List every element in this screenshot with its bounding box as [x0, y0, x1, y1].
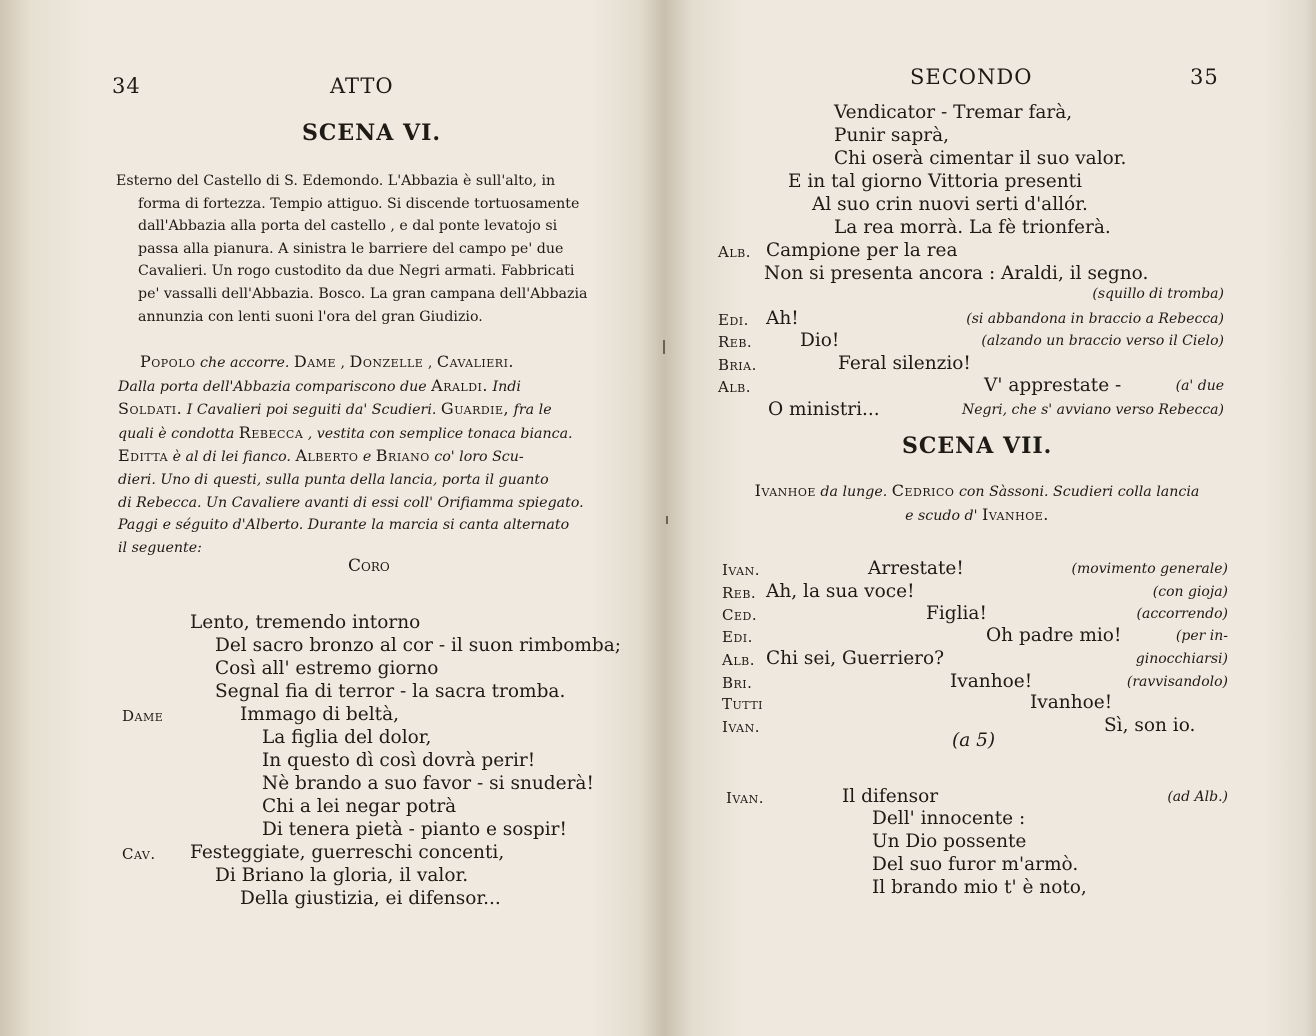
direction-text: dieri. Uno di questi, sulla punta della lancia, porta il guanto	[118, 471, 549, 488]
speaker-label: Reb.	[718, 333, 753, 351]
character-name: Soldati.	[118, 399, 183, 419]
speaker-label: Edi.	[718, 311, 749, 329]
running-head-left: ATTO	[330, 74, 394, 98]
verse-line: Segnal fia di terror - la sacra tromba.	[215, 681, 566, 702]
speaker-label: Alb.	[718, 378, 751, 396]
character-name: Donzelle	[349, 352, 424, 371]
verse-line: Feral silenzio!	[838, 353, 971, 374]
speaker-label: Bria.	[718, 356, 757, 374]
scene-title-vi: SCENA VI.	[302, 120, 442, 146]
character-name: Ivanhoe.	[982, 504, 1049, 524]
stage-direction-line	[118, 398, 584, 422]
verse-line: Chi sei, Guerriero?	[766, 648, 945, 669]
direction-text: I Cavalieri poi seguiti da' Scudieri.	[182, 402, 441, 419]
scene-setting-description	[116, 170, 587, 328]
speaker-label: Edi.	[722, 628, 753, 646]
verse-line: In questo dì così dovrà perir!	[262, 750, 536, 771]
gutter-mark	[663, 340, 665, 354]
direction-text: , vestita con semplice tonaca bianca.	[303, 425, 573, 442]
verse-line: Della giustizia, ei difensor...	[240, 888, 501, 909]
running-head-right: SECONDO	[910, 65, 1033, 89]
verse-line: Ah!	[766, 308, 799, 329]
speaker-label: Alb.	[718, 243, 751, 261]
verse-line: Un Dio possente	[872, 831, 1027, 852]
direction-text: Dalla porta dell'Abbazia compariscono due	[118, 378, 432, 395]
verse-line: Dio!	[800, 330, 840, 351]
verse-line: Al suo crin nuovi serti d'allór.	[812, 194, 1088, 215]
stage-note: (movimento generale)	[1071, 561, 1228, 577]
setting-line: pe' vassalli dell'Abbazia. Bosco. La gran campana dell'Abbazia	[138, 285, 588, 302]
direction-text: ,	[335, 355, 350, 371]
speaker-label: Cav.	[122, 845, 156, 863]
verse-line: Campione per la rea	[766, 240, 958, 261]
character-name: Alberto	[295, 446, 359, 466]
verse-line: Immago di beltà,	[240, 704, 399, 725]
direction-text: ,	[423, 355, 437, 371]
verse-line: Ah, la sua voce!	[766, 581, 915, 602]
stage-direction-line	[118, 445, 584, 469]
coro-label: Coro	[348, 556, 390, 576]
verse-line: Figlia!	[926, 603, 987, 624]
verse-line: La figlia del dolor,	[262, 727, 432, 748]
stage-direction-line	[118, 351, 584, 375]
verse-line: Vendicator - Tremar farà,	[834, 102, 1073, 123]
direction-text: e scudo d'	[905, 507, 983, 524]
character-name: Dame	[293, 352, 336, 371]
speaker-label: Tutti	[722, 695, 763, 713]
verse-line: Non si presenta ancora : Araldi, il segno.	[764, 263, 1149, 284]
stage-note: ginocchiarsi)	[1135, 651, 1228, 667]
stage-note: (a' due	[1175, 378, 1224, 394]
setting-line: passa alla pianura. A sinistra le barriere del campo pe' due	[138, 240, 564, 257]
verse-line: Ivanhoe!	[1030, 692, 1113, 713]
verse-line: V' apprestate -	[984, 375, 1122, 396]
stage-direction-line	[722, 504, 1232, 528]
stage-direction-line	[118, 422, 584, 446]
verse-line: Di Briano la gloria, il valor.	[215, 865, 469, 886]
stage-note: (alzando un braccio verso il Cielo)	[981, 333, 1224, 349]
direction-text: con Sàssoni. Scudieri colla lancia	[954, 484, 1200, 500]
verse-line: Chi oserà cimentar il suo valor.	[834, 148, 1127, 169]
setting-line: dall'Abbazia alla porta del castello , e dal ponte levatojo si	[138, 218, 558, 235]
scene-title-vii: SCENA VII.	[902, 433, 1053, 459]
verse-line: Così all' estremo giorno	[215, 658, 439, 679]
verse-line: Chi a lei negar potrà	[262, 796, 457, 817]
stage-note: (squillo di tromba)	[1092, 286, 1224, 302]
direction-text: quali è condotta	[118, 425, 239, 442]
verse-line: Del suo furor m'armò.	[872, 854, 1079, 875]
verse-line: Ivanhoe!	[950, 671, 1033, 692]
direction-text: il seguente:	[118, 539, 202, 556]
stage-direction-line	[118, 514, 584, 537]
character-name: Guardie,	[440, 399, 510, 419]
speaker-label: Ivan.	[722, 718, 760, 736]
verse-line: Di tenera pietà - pianto e sospir!	[262, 819, 567, 840]
speaker-label: Ivan.	[726, 789, 764, 807]
character-name: Cedrico	[891, 481, 955, 500]
stage-note: (ravvisandolo)	[1126, 674, 1228, 690]
verse-line: Arrestate!	[868, 558, 964, 579]
character-name: Editta	[118, 446, 169, 466]
stage-direction-line	[118, 469, 584, 492]
direction-text: co' loro Scu-	[429, 449, 524, 466]
verse-line: Nè brando a suo favor - si snuderà!	[262, 773, 594, 794]
direction-text: da lunge.	[815, 484, 892, 500]
verse-line: Oh padre mio!	[986, 625, 1122, 646]
character-name: Rebecca	[238, 422, 304, 442]
direction-text: e	[358, 449, 376, 466]
character-name: Ivanhoe	[754, 481, 816, 500]
stage-note: (con gioja)	[1152, 584, 1228, 600]
setting-line: Esterno del Castello di S. Edemondo. L'Abbazia è sull'alto, in	[116, 173, 556, 189]
stage-direction-right	[722, 480, 1232, 527]
stage-note: (accorrendo)	[1136, 606, 1228, 622]
speaker-label: Ivan.	[722, 561, 760, 579]
stage-note: (si abbandona in braccio a Rebecca)	[966, 311, 1224, 327]
character-name: Cavalieri.	[436, 352, 515, 371]
stage-note: Negri, che s' avviano verso Rebecca)	[961, 402, 1224, 418]
verse-line: Sì, son io.	[1104, 715, 1196, 736]
speaker-label: Reb.	[722, 584, 757, 602]
setting-line: annunzia con lenti suoni l'ora del gran Giudizio.	[138, 308, 483, 325]
verse-line: Punir saprà,	[834, 125, 950, 146]
verse-line: Del sacro bronzo al cor - il suon rimbomba;	[215, 635, 621, 656]
verse-line: O ministri...	[768, 399, 880, 420]
direction-text: Paggi e séguito d'Alberto. Durante la marcia si canta alternato	[118, 517, 570, 534]
character-name: Popolo	[140, 352, 196, 371]
stage-direction-left	[118, 351, 584, 559]
right-page	[664, 0, 1316, 1036]
direction-text: Indi	[487, 378, 521, 395]
verse-line: E in tal giorno Vittoria presenti	[788, 171, 1083, 192]
stage-note: (ad Alb.)	[1167, 789, 1228, 805]
direction-text: è al di lei fianco.	[168, 449, 296, 466]
stage-direction-line	[722, 480, 1232, 504]
speaker-label: Dame	[122, 707, 164, 725]
direction-text: di Rebecca. Un Cavaliere avanti di essi coll' Orifiamma spiegato.	[118, 494, 584, 511]
verse-line: Lento, tremendo intorno	[190, 612, 421, 633]
character-name: Briano	[375, 446, 430, 466]
page-number-right: 35	[1190, 65, 1219, 89]
stage-direction-line	[118, 492, 584, 515]
verse-line: Festeggiate, guerreschi concenti,	[190, 842, 505, 863]
a5-marker: (a 5)	[952, 730, 996, 751]
speaker-label: Alb.	[722, 651, 755, 669]
speaker-label: Bri.	[722, 674, 753, 692]
setting-line: Cavalieri. Un rogo custodito da due Negri armati. Fabbricati	[138, 263, 575, 280]
direction-text: che accorre.	[195, 355, 294, 371]
stage-direction-line	[118, 375, 584, 399]
page-number-left: 34	[112, 74, 141, 98]
verse-line: Il brando mio t' è noto,	[872, 877, 1087, 898]
verse-line: La rea morrà. La fè trionferà.	[834, 217, 1111, 238]
direction-text: fra le	[509, 402, 552, 419]
verse-line: Dell' innocente :	[872, 808, 1026, 829]
setting-line: forma di fortezza. Tempio attiguo. Si discende tortuosamente	[138, 195, 580, 212]
character-name: Araldi.	[431, 375, 488, 395]
verse-line: Il difensor	[842, 786, 939, 807]
gutter-mark	[666, 516, 668, 524]
speaker-label: Ced.	[722, 606, 758, 624]
stage-note: (per in-	[1175, 628, 1228, 644]
